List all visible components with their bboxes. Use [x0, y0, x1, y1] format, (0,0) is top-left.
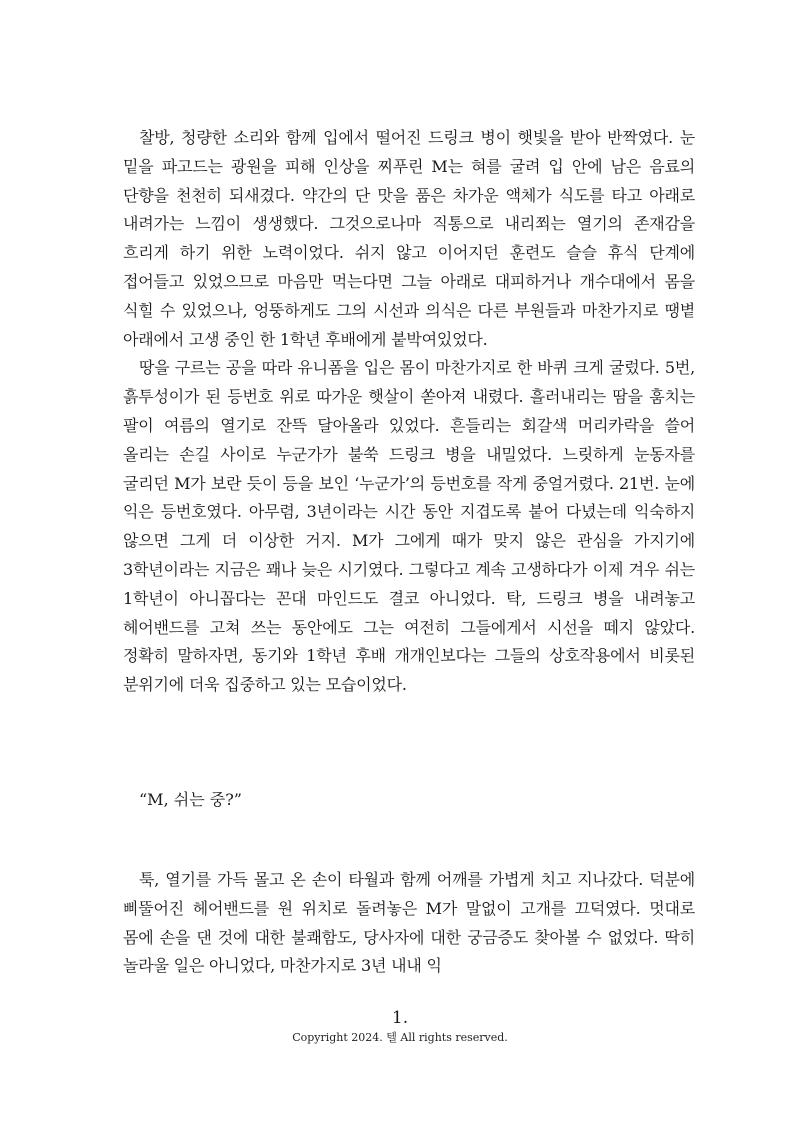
- body-text: [123, 124, 695, 700]
- paragraph-3: 툭, 열기를 가득 몰고 온 손이 타월과 함께 어깨를 가볍게 치고 지나갔다. 덕분에 삐뚤어진 헤어밴드를 원 위치로 돌려놓은 M가 말없이 고개를 끄덕였다. 멋대로 몸에 손을 댄 것에 대한 불쾌함도, 당사자에 대한 궁금증도 찾아볼 수 없었다. 딱히 놀라울 일은 아니었다, 마찬가지로 3년 내내 익: [123, 870, 695, 976]
- copyright-notice: Copyright 2024. 텔 All rights reserved.: [292, 1031, 508, 1044]
- dialogue-block: [123, 786, 695, 815]
- paragraph-2: 땅을 구르는 공을 따라 유니폼을 입은 몸이 마찬가지로 한 바퀴 크게 굴렀다. 5번, 흙투성이가 된 등번호 위로 따가운 햇살이 쏟아져 내렸다. 흘러내리는 땀을 훔치는 팔이 여름의 열기로 잔뜩 달아올라 있었다. 흔들리는 회갈색 머리카락을 쓸어 올리는 손길 사이로 누군가가 불쑥 드링크 병을 내밀었다. 느릿하게 눈동자를 굴리던 M가 보란 듯이 등을 보인 ‘누군가’의 등번호를 작게 중얼거렸다. 21번. 눈에 익은 등번호였다. 아무렴, 3년이라는 시간 동안 지겹도록 붙어 다녔는데 익숙하지 않으면 그게 더 이상한 거지. M가 그에게 때가 맞지 않은 관심을 가지기에 3학년이라는 지금은 꽤나 늦은 시기였다. 그렇다고 계속 고생하다가 이제 겨우 쉬는 1학년이 아니꼽다는 꼰대 마인드도 결코 아니었다. 탁, 드링크 병을 내려놓고 헤어밴드를 고쳐 쓰는 동안에도 그는 여전히 그들에게서 시선을 떼지 않았다. 정확히 말하자면, 동기와 1학년 후배 개개인보다는 그들의 상호작용에서 비롯된 분위기에 더욱 집중하고 있는 모습이었다.: [123, 358, 695, 695]
- continuation-block: [123, 866, 695, 981]
- dialogue-line: “M, 쉬는 중?”: [139, 790, 242, 809]
- paragraph-1: 찰방, 청량한 소리와 함께 입에서 떨어진 드링크 병이 햇빛을 받아 반짝였다. 눈 밑을 파고드는 광원을 피해 인상을 찌푸린 M는 혀를 굴려 입 안에 남은 음료의 단향을 천천히 되새겼다. 약간의 단 맛을 품은 차가운 액체가 식도를 타고 아래로 내려가는 느낌이 생생했다. 그것으로나마 직통으로 내리쬐는 열기의 존재감을 흐리게 하기 위한 노력이었다. 쉬지 않고 이어지던 훈련도 슬슬 휴식 단계에 접어들고 있었으므로 마음만 먹는다면 그늘 아래로 대피하거나 개수대에서 몸을 식힐 수 있었으나, 엉뚱하게도 그의 시선과 의식은 다른 부원들과 마찬가지로 땡볕 아래에서 고생 중인 한 1학년 후배에게 붙박여있었다.: [123, 128, 695, 349]
- page-number: 1.: [391, 1008, 409, 1028]
